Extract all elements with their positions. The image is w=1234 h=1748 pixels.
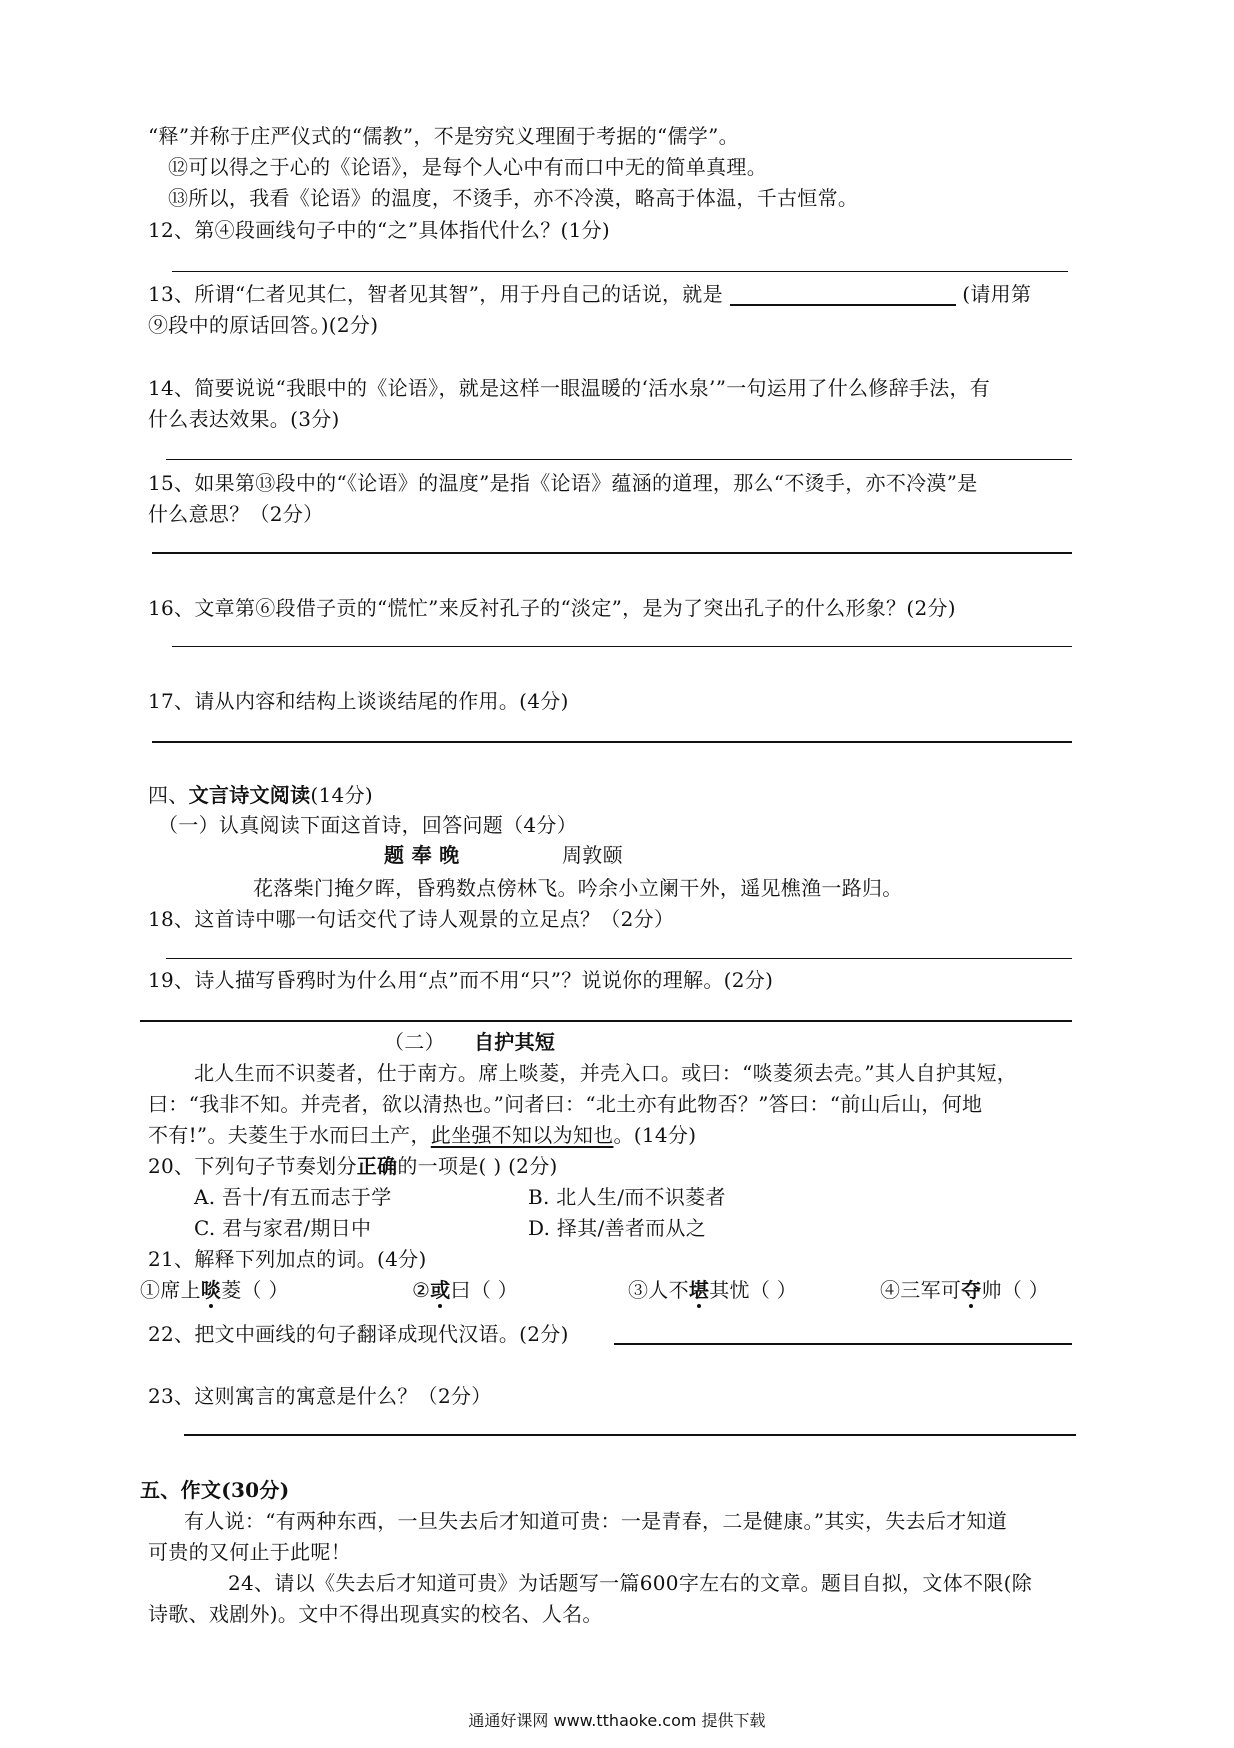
passage-line-1: 北人生而不识菱者，仕于南方。席上啖菱，并壳入口。或曰：“啖菱须去壳。”其人自护其短， — [194, 1061, 1018, 1085]
question-13-note: (请用第 — [962, 282, 1032, 306]
essay-prompt-line-2: 可贵的又何止于此呢！ — [148, 1540, 351, 1564]
answer-line-14[interactable] — [166, 459, 1072, 460]
dotted-word-2: 或 — [430, 1278, 451, 1302]
answer-blank-13[interactable] — [730, 284, 956, 306]
question-15-cont: 什么意思？（2分） — [148, 502, 324, 526]
dotted-word-3: 堪 — [688, 1278, 710, 1302]
answer-line-12[interactable] — [172, 271, 1068, 272]
option-a[interactable]: A. 吾十/有五而志于学 — [194, 1185, 392, 1209]
passage-line-3-end: 。(14分) — [613, 1123, 697, 1147]
word-item-4 — [880, 1278, 1049, 1302]
question-18: 18、这首诗中哪一句话交代了诗人观景的立足点？（2分） — [148, 907, 675, 931]
answer-line-19[interactable] — [140, 1020, 1072, 1022]
intro-line: “释”并称于庄严仪式的“儒教”，不是穷究义理囿于考据的“儒学”。 — [148, 124, 739, 148]
passage-line-2: 曰：“我非不知。并壳者，欲以清热也。”问者曰：“北土亦有此物否？”答曰：“前山后山，何地 — [148, 1092, 983, 1116]
word-item-1 — [140, 1278, 289, 1302]
option-c[interactable]: C. 君与家君/期日中 — [194, 1216, 372, 1240]
subsection-2-number: （二） — [384, 1030, 445, 1054]
question-19: 19、诗人描写昏鸦时为什么用“点”而不用“只”？说说你的理解。(2分) — [148, 968, 774, 992]
option-d[interactable]: D. 择其/善者而从之 — [528, 1216, 707, 1240]
question-13-cont: ⑨段中的原话回答。)(2分) — [148, 313, 379, 337]
question-24-cont: 诗歌、戏剧外)。文中不得出现真实的校名、人名。 — [148, 1602, 603, 1626]
dotted-word-1: 啖 — [200, 1278, 222, 1302]
question-21: 21、解释下列加点的词。(4分) — [148, 1247, 427, 1271]
paragraph-12: ⑫可以得之于心的《论语》，是每个人心中有而口中无的简单真理。 — [168, 155, 767, 179]
poem-title: 题 奉 晚 — [384, 843, 460, 867]
word-item-4-pre: ④三军可 — [880, 1278, 962, 1302]
section-5-title: 五、作文(30分) — [140, 1478, 290, 1502]
word-item-3 — [628, 1278, 797, 1302]
poem-body: 花落柴门掩夕晖，昏鸦数点傍林飞。吟余小立阑干外，遥见樵渔一路归。 — [253, 876, 903, 900]
section-4-title: 文言诗文阅读 — [188, 783, 311, 807]
word-item-3-blank[interactable]: 其忧（ ） — [709, 1278, 798, 1302]
answer-line-18[interactable] — [166, 958, 1072, 959]
question-20-rest: 的一项是( ) (2分) — [397, 1154, 558, 1178]
answer-line-16[interactable] — [172, 646, 1072, 647]
word-item-1-blank[interactable]: 菱（ ） — [221, 1278, 289, 1302]
question-14: 14、简要说说“我眼中的《论语》，就是这样一眼温暖的‘活水泉’”一句运用了什么修辞手法，有 — [148, 376, 991, 400]
section-4-score: (14分) — [310, 783, 373, 807]
question-13-text: 13、所谓“仁者见其仁，智者见其智”，用于丹自己的话说，就是 — [148, 282, 723, 306]
question-23: 23、这则寓言的寓意是什么？（2分） — [148, 1384, 492, 1408]
footer-watermark[interactable]: 通通好课网 www.tthaoke.com 提供下载 — [468, 1711, 766, 1730]
word-item-2-blank[interactable]: 曰（ ） — [450, 1278, 519, 1302]
paragraph-13: ⑬所以，我看《论语》的温度，不烫手，亦不冷漠，略高于体温，千古恒常。 — [168, 186, 859, 210]
word-item-4-blank[interactable]: 帅（ ） — [981, 1278, 1050, 1302]
answer-line-17[interactable] — [152, 741, 1072, 743]
question-15: 15、如果第⑬段中的“《论语》的温度”是指《论语》蕴涵的道理，那么“不烫手，亦不冷漠”是 — [148, 471, 978, 495]
word-item-2-pre: ② — [412, 1278, 431, 1302]
option-b[interactable]: B. 北人生/而不识菱者 — [528, 1185, 726, 1209]
section-4-heading — [148, 783, 373, 807]
word-item-2 — [412, 1278, 518, 1302]
question-20-keyword: 正确 — [356, 1154, 398, 1178]
passage-line-3 — [148, 1123, 696, 1147]
question-14-cont: 什么表达效果。(3分) — [148, 407, 340, 431]
dotted-word-4: 夺 — [961, 1278, 982, 1302]
question-17: 17、请从内容和结构上谈谈结尾的作用。(4分) — [148, 689, 569, 713]
question-16: 16、文章第⑥段借子贡的“慌忙”来反衬孔子的“淡定”，是为了突出孔子的什么形象？(2分) — [148, 596, 956, 620]
question-12: 12、第④段画线句子中的“之”具体指代什么？(1分) — [148, 218, 611, 242]
section-4-number: 四、 — [148, 783, 189, 807]
word-item-1-pre: ①席上 — [140, 1278, 201, 1302]
passage-line-3-start: 不有!”。夫菱生于水而曰土产， — [148, 1123, 431, 1147]
underlined-sentence: 此坐强不知以为知也 — [430, 1123, 614, 1147]
subsection-1: （一）认真阅读下面这首诗，回答问题（4分） — [158, 813, 578, 837]
subsection-2-title: 自护其短 — [474, 1030, 556, 1054]
poem-author: 周敦颐 — [562, 843, 623, 867]
question-20 — [148, 1154, 558, 1178]
answer-line-15[interactable] — [152, 552, 1072, 554]
answer-line-22[interactable] — [614, 1343, 1072, 1345]
question-13 — [148, 282, 1031, 306]
question-22: 22、把文中画线的句子翻译成现代汉语。(2分) — [148, 1322, 569, 1346]
question-20-text: 20、下列句子节奏划分 — [148, 1154, 357, 1178]
question-24: 24、请以《失去后才知道可贵》为话题写一篇600字左右的文章。题目自拟，文体不限(除 — [228, 1571, 1033, 1595]
answer-line-23[interactable] — [184, 1434, 1076, 1436]
word-item-3-pre: ③人不 — [628, 1278, 689, 1302]
essay-prompt-line-1: 有人说：“有两种东西，一旦失去后才知道可贵：一是青春，二是健康。”其实，失去后才知道 — [184, 1509, 1008, 1533]
